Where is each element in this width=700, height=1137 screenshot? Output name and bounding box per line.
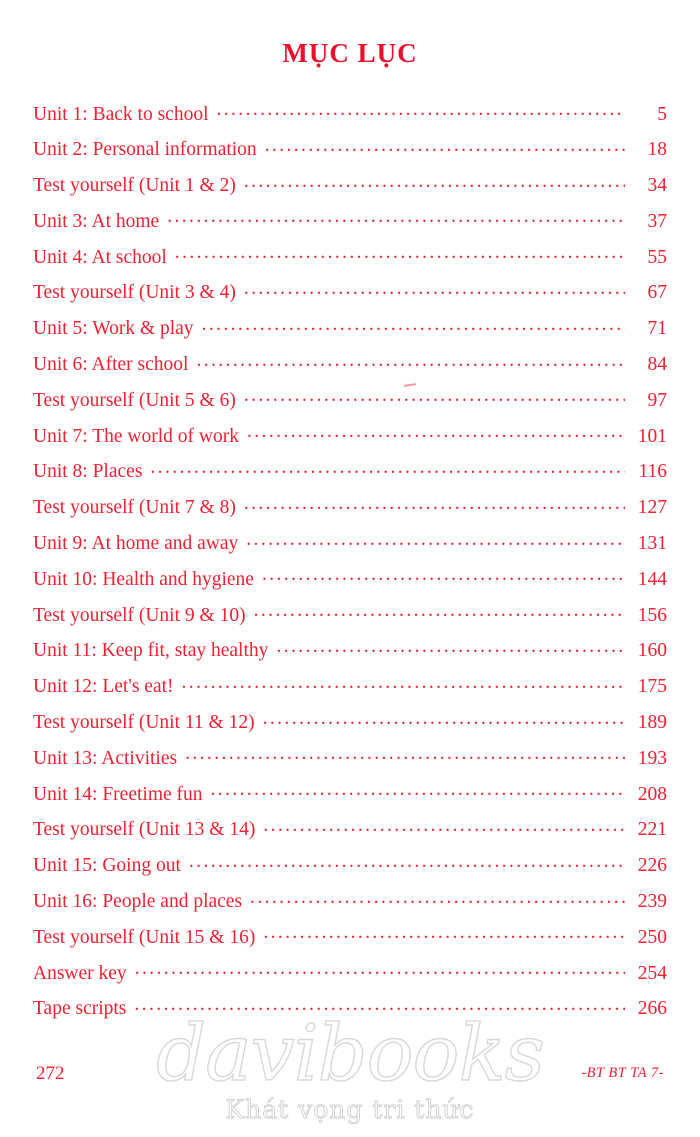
toc-leader-dots bbox=[244, 172, 625, 192]
toc-entry-page: 34 bbox=[647, 175, 667, 197]
toc-entry-label: Answer key bbox=[33, 962, 127, 984]
toc-entry-page: 160 bbox=[637, 640, 667, 662]
toc-entry-label: Test yourself (Unit 13 & 14) bbox=[33, 819, 256, 841]
toc-entry-label: Unit 6: After school bbox=[33, 354, 189, 376]
toc-entry-label: Unit 16: People and places bbox=[33, 891, 243, 913]
toc-entry-label: Unit 10: Health and hygiene bbox=[33, 568, 254, 590]
toc-leader-dots bbox=[263, 923, 625, 943]
toc-leader-dots bbox=[254, 601, 625, 621]
toc-entry-label: Unit 4: At school bbox=[33, 246, 167, 268]
toc-entry-label: Unit 13: Activities bbox=[33, 747, 178, 769]
table-of-contents bbox=[33, 100, 667, 1031]
toc-entry-page: 221 bbox=[637, 819, 667, 841]
toc-entry[interactable] bbox=[33, 959, 667, 995]
toc-entry-page: 208 bbox=[637, 783, 667, 805]
toc-leader-dots bbox=[244, 494, 625, 514]
toc-leader-dots bbox=[263, 816, 625, 836]
toc-leader-dots bbox=[244, 386, 625, 406]
toc-entry[interactable] bbox=[33, 923, 667, 959]
toc-entry[interactable] bbox=[33, 673, 667, 709]
toc-entry-label: Unit 9: At home and away bbox=[33, 533, 239, 555]
toc-entry-page: 254 bbox=[637, 962, 667, 984]
toc-leader-dots bbox=[182, 673, 625, 693]
toc-leader-dots bbox=[262, 565, 625, 585]
toc-leader-dots bbox=[135, 959, 625, 979]
toc-leader-dots bbox=[202, 315, 625, 335]
toc-entry-page: 226 bbox=[637, 855, 667, 877]
page-title: MỤC LỤC bbox=[282, 38, 418, 68]
toc-entry[interactable] bbox=[33, 315, 667, 351]
toc-entry[interactable] bbox=[33, 243, 667, 279]
book-code: -BT BT TA 7- bbox=[581, 1065, 664, 1081]
toc-entry-label: Test yourself (Unit 7 & 8) bbox=[33, 497, 236, 519]
toc-entry[interactable] bbox=[33, 136, 667, 172]
toc-entry[interactable] bbox=[33, 458, 667, 494]
toc-leader-dots bbox=[167, 207, 625, 227]
page-footer bbox=[0, 1007, 700, 1137]
toc-entry-page: 71 bbox=[647, 318, 667, 340]
toc-entry-label: Unit 8: Places bbox=[33, 461, 143, 483]
toc-entry-label: Unit 14: Freetime fun bbox=[33, 783, 203, 805]
toc-entry-label: Test yourself (Unit 9 & 10) bbox=[33, 604, 246, 626]
toc-entry-label: Unit 3: At home bbox=[33, 210, 160, 232]
toc-leader-dots bbox=[246, 530, 625, 550]
toc-entry-page: 189 bbox=[637, 712, 667, 734]
toc-entry-page: 156 bbox=[637, 604, 667, 626]
toc-entry-page: 250 bbox=[637, 926, 667, 948]
toc-entry[interactable] bbox=[33, 601, 667, 637]
toc-entry-page: 18 bbox=[647, 139, 667, 161]
toc-entry-label: Unit 2: Personal information bbox=[33, 139, 257, 161]
toc-leader-dots bbox=[250, 888, 625, 908]
toc-entry[interactable] bbox=[33, 780, 667, 816]
toc-entry-page: 55 bbox=[647, 246, 667, 268]
toc-entry[interactable] bbox=[33, 744, 667, 780]
toc-leader-dots bbox=[263, 709, 625, 729]
toc-entry-page: 175 bbox=[637, 676, 667, 698]
toc-entry[interactable] bbox=[33, 494, 667, 530]
watermark-logo-text: davibooks bbox=[156, 1009, 544, 1099]
toc-entry[interactable] bbox=[33, 565, 667, 601]
toc-entry-page: 37 bbox=[647, 210, 667, 232]
toc-entry-page: 266 bbox=[637, 998, 667, 1020]
toc-entry-label: Unit 7: The world of work bbox=[33, 425, 239, 447]
toc-entry-label: Test yourself (Unit 11 & 12) bbox=[33, 712, 255, 734]
toc-entry[interactable] bbox=[33, 422, 667, 458]
toc-entry-page: 101 bbox=[637, 425, 667, 447]
toc-entry-page: 193 bbox=[637, 747, 667, 769]
toc-entry-page: 97 bbox=[647, 389, 667, 411]
toc-entry-page: 144 bbox=[637, 568, 667, 590]
toc-entry[interactable] bbox=[33, 351, 667, 387]
toc-entry-label: Tape scripts bbox=[33, 998, 127, 1020]
page-number: 272 bbox=[36, 1063, 65, 1084]
toc-entry-page: 67 bbox=[647, 282, 667, 304]
toc-leader-dots bbox=[150, 458, 625, 478]
toc-leader-dots bbox=[265, 136, 625, 156]
toc-entry[interactable] bbox=[33, 637, 667, 673]
toc-leader-dots bbox=[189, 852, 625, 872]
toc-leader-dots bbox=[185, 744, 625, 764]
toc-entry[interactable] bbox=[33, 386, 667, 422]
toc-entry-label: Unit 15: Going out bbox=[33, 855, 181, 877]
toc-leader-dots bbox=[276, 637, 625, 657]
toc-entry[interactable] bbox=[33, 207, 667, 243]
toc-entry-page: 116 bbox=[638, 461, 667, 483]
toc-entry-label: Unit 1: Back to school bbox=[33, 103, 209, 125]
toc-entry-label: Test yourself (Unit 15 & 16) bbox=[33, 926, 256, 948]
toc-entry-label: Unit 12: Let's eat! bbox=[33, 676, 174, 698]
toc-leader-dots bbox=[216, 100, 625, 120]
toc-entry[interactable] bbox=[33, 279, 667, 315]
toc-leader-dots bbox=[244, 279, 625, 299]
toc-entry[interactable] bbox=[33, 816, 667, 852]
toc-entry[interactable] bbox=[33, 530, 667, 566]
toc-entry[interactable] bbox=[33, 888, 667, 924]
toc-leader-dots bbox=[211, 780, 625, 800]
toc-leader-dots bbox=[175, 243, 625, 263]
toc-entry-label: Unit 11: Keep fit, stay healthy bbox=[33, 640, 269, 662]
toc-entry-label: Test yourself (Unit 1 & 2) bbox=[33, 175, 236, 197]
toc-entry[interactable] bbox=[33, 172, 667, 208]
toc-entry-page: 127 bbox=[637, 497, 667, 519]
toc-entry-label: Unit 5: Work & play bbox=[33, 318, 194, 340]
toc-entry-label: Test yourself (Unit 3 & 4) bbox=[33, 282, 236, 304]
toc-leader-dots bbox=[247, 422, 625, 442]
toc-entry-page: 84 bbox=[647, 354, 667, 376]
toc-entry[interactable] bbox=[33, 709, 667, 745]
toc-entry-page: 5 bbox=[657, 103, 667, 125]
toc-entry-page: 239 bbox=[637, 891, 667, 913]
toc-entry[interactable] bbox=[33, 852, 667, 888]
toc-leader-dots bbox=[196, 351, 625, 371]
toc-entry-page: 131 bbox=[637, 533, 667, 555]
watermark-tagline: Khát vọng tri thức bbox=[225, 1095, 475, 1124]
toc-entry[interactable] bbox=[33, 100, 667, 136]
toc-entry-label: Test yourself (Unit 5 & 6) bbox=[33, 389, 236, 411]
